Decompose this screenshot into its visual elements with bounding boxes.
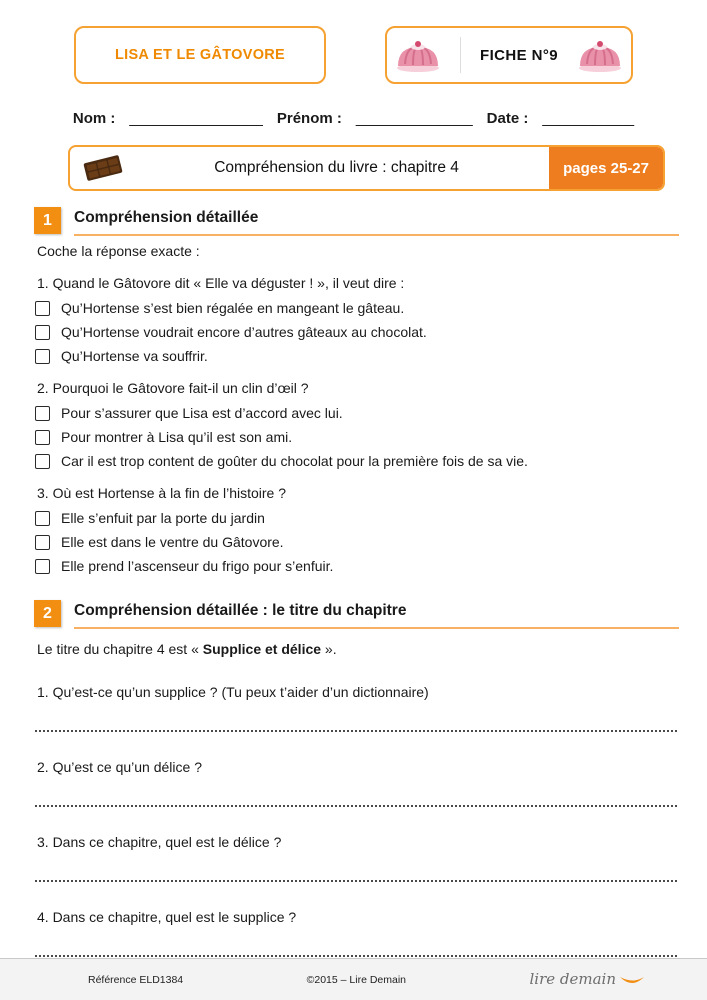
checkbox[interactable] bbox=[35, 301, 50, 316]
intro-prefix: Le titre du chapitre 4 est « bbox=[37, 641, 203, 657]
checkbox[interactable] bbox=[35, 454, 50, 469]
section2-header bbox=[28, 600, 679, 629]
option-row bbox=[35, 405, 679, 421]
option-label: Qu’Hortense s’est bien régalée en mangeant le gâteau. bbox=[61, 300, 405, 316]
footer bbox=[0, 958, 707, 1000]
option-row bbox=[35, 300, 679, 316]
option-label: Qu’Hortense voudrait encore d’autres gâteaux au chocolat. bbox=[61, 324, 427, 340]
section2-number: 2 bbox=[34, 600, 61, 627]
title-box bbox=[74, 26, 326, 84]
date-label: Date : bbox=[486, 110, 529, 127]
option-row bbox=[35, 453, 679, 469]
option-label: Elle prend l’ascenseur du frigo pour s’enfuir. bbox=[61, 558, 334, 574]
checkbox[interactable] bbox=[35, 511, 50, 526]
cake-icon-right bbox=[577, 37, 623, 73]
question-3-options bbox=[28, 510, 679, 574]
logo-swoosh-icon bbox=[619, 975, 645, 987]
option-row bbox=[35, 324, 679, 340]
s2-question-4: 4. Dans ce chapitre, quel est le supplice ? bbox=[37, 909, 297, 925]
chapter-title-bold: Supplice et délice bbox=[202, 641, 322, 657]
section2-underline bbox=[74, 627, 679, 629]
question-2-options bbox=[28, 405, 679, 469]
option-row bbox=[35, 510, 679, 526]
section1-title: Compréhension détaillée bbox=[74, 209, 259, 226]
cake-icon-left bbox=[395, 37, 441, 73]
nom-fill-line[interactable]: ________________ bbox=[129, 110, 263, 127]
checkbox[interactable] bbox=[35, 430, 50, 445]
s2-question-1: 1. Qu’est-ce qu’un supplice ? (Tu peux t’aider d’un dictionnaire) bbox=[37, 684, 429, 700]
fiche-number-label: FICHE N°9 bbox=[480, 46, 558, 64]
banner-title: Compréhension du livre : chapitre 4 bbox=[214, 159, 459, 176]
section1-underline bbox=[74, 234, 679, 236]
chapter-banner bbox=[68, 145, 665, 191]
date-fill-line[interactable]: ___________ bbox=[542, 110, 635, 127]
vertical-divider bbox=[460, 37, 461, 73]
nom-label: Nom : bbox=[72, 110, 116, 127]
s2-question-2: 2. Qu’est ce qu’un délice ? bbox=[37, 759, 202, 775]
answer-line[interactable] bbox=[35, 955, 677, 957]
checkbox[interactable] bbox=[35, 535, 50, 550]
section1-intro: Coche la réponse exacte : bbox=[37, 243, 200, 259]
option-label: Pour montrer à Lisa qu’il est son ami. bbox=[61, 429, 293, 445]
prenom-label: Prénom : bbox=[276, 110, 342, 127]
fiche-box bbox=[385, 26, 633, 84]
intro-suffix: ». bbox=[321, 641, 337, 657]
option-row bbox=[35, 558, 679, 574]
option-label: Elle s’enfuit par la porte du jardin bbox=[61, 510, 265, 526]
option-row bbox=[35, 534, 679, 550]
chocolate-bar-icon bbox=[82, 153, 124, 183]
option-row bbox=[35, 348, 679, 364]
option-row bbox=[35, 429, 679, 445]
logo-text: lire demain bbox=[529, 970, 616, 988]
checkbox[interactable] bbox=[35, 325, 50, 340]
prenom-fill-line[interactable]: ______________ bbox=[355, 110, 473, 127]
pages-badge: pages 25-27 bbox=[549, 147, 663, 189]
option-label: Elle est dans le ventre du Gâtovore. bbox=[61, 534, 284, 550]
section2-intro bbox=[37, 641, 679, 657]
s2-question-3: 3. Dans ce chapitre, quel est le délice ? bbox=[37, 834, 282, 850]
question-1: 1. Quand le Gâtovore dit « Elle va déguster ! », il veut dire : bbox=[37, 275, 405, 291]
checkbox[interactable] bbox=[35, 559, 50, 574]
option-label: Pour s’assurer que Lisa est d’accord avec lui. bbox=[61, 405, 343, 421]
answer-line[interactable] bbox=[35, 730, 677, 732]
section1-number: 1 bbox=[34, 207, 61, 234]
question-2: 2. Pourquoi le Gâtovore fait-il un clin d’œil ? bbox=[37, 380, 309, 396]
section1-header bbox=[28, 207, 679, 236]
question-1-options bbox=[28, 300, 679, 364]
footer-copyright: ©2015 – Lire Demain bbox=[306, 973, 407, 986]
option-label: Qu’Hortense va souffrir. bbox=[61, 348, 208, 364]
identity-row bbox=[28, 110, 679, 127]
question-3: 3. Où est Hortense à la fin de l’histoire ? bbox=[37, 485, 287, 501]
checkbox[interactable] bbox=[35, 406, 50, 421]
section2-title: Compréhension détaillée : le titre du chapitre bbox=[74, 602, 407, 619]
option-label: Car il est trop content de goûter du chocolat pour la première fois de sa vie. bbox=[61, 453, 528, 469]
answer-line[interactable] bbox=[35, 805, 677, 807]
lire-demain-logo bbox=[529, 972, 645, 987]
footer-reference: Référence ELD1384 bbox=[88, 973, 184, 986]
top-row bbox=[28, 26, 679, 84]
checkbox[interactable] bbox=[35, 349, 50, 364]
worksheet-title: LISA ET LE GÂTOVORE bbox=[114, 47, 286, 63]
answer-line[interactable] bbox=[35, 880, 677, 882]
